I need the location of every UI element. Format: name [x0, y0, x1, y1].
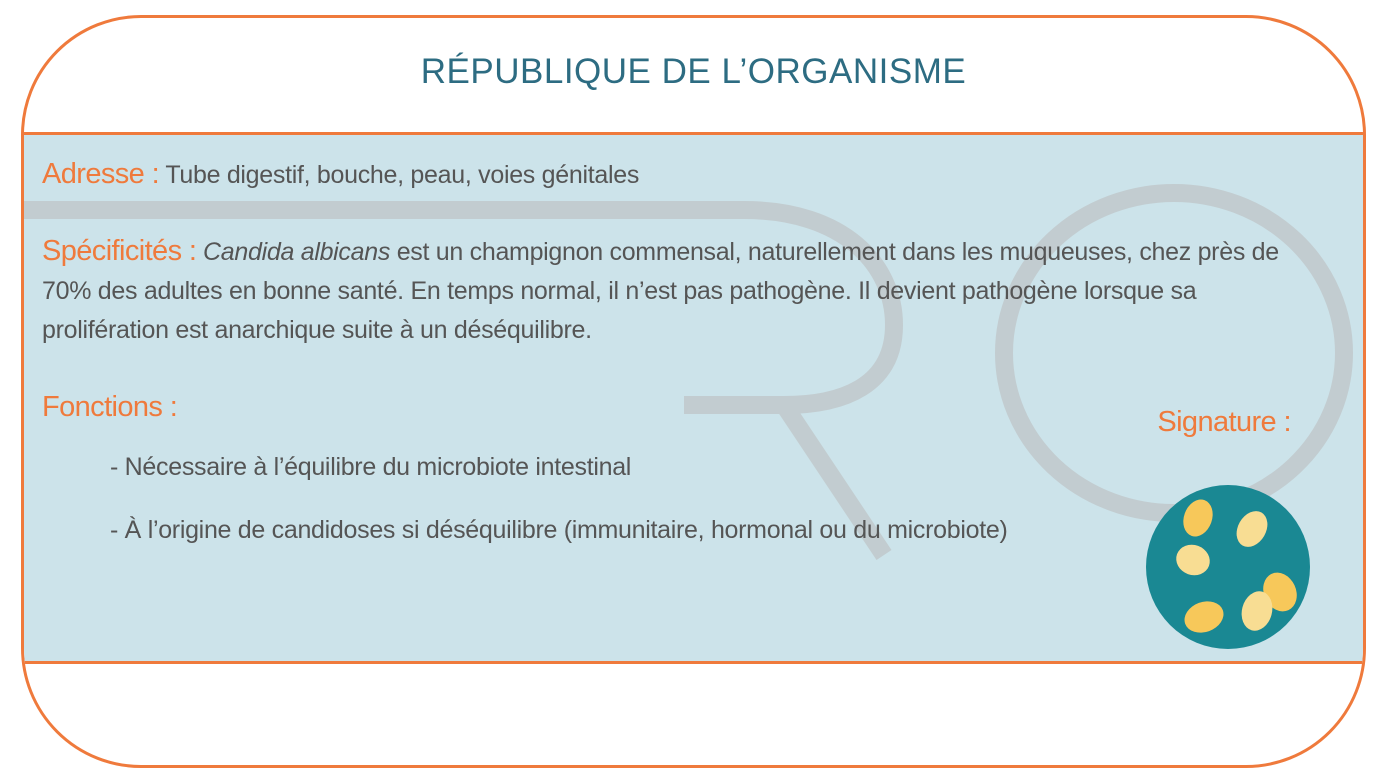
functions-row [42, 388, 1282, 428]
functions-label: Fonctions : [42, 391, 178, 423]
yeast-cells-icon [1143, 485, 1313, 655]
function-item: - À l’origine de candidoses si déséquilibre (immunitaire, hormonal ou du microbiote) [110, 516, 1008, 544]
page-title: RÉPUBLIQUE DE L’ORGANISME [420, 52, 967, 91]
info-band [24, 132, 1363, 664]
address-value: Tube digestif, bouche, peau, voies génitales [165, 161, 640, 189]
function-item: - Nécessaire à l’équilibre du microbiote intestinal [110, 453, 632, 481]
address-label: Adresse : [42, 158, 160, 190]
organism-card [21, 15, 1366, 768]
species-name: Candida albicans [203, 238, 391, 266]
specificities-row [42, 232, 1282, 350]
specificities-label: Spécificités : [42, 235, 197, 267]
address-row [42, 155, 1282, 195]
specificities-text: est un champignon commensal, naturellement dans les muqueuses, chez près de 70% des adultes en bonne santé. En temps normal, il n’est pas pathogène. Il devient pathogène lorsque sa prolifération est anarchique suite à un déséquilibre. [42, 238, 1279, 344]
signature-label: Signature : [1157, 406, 1291, 438]
